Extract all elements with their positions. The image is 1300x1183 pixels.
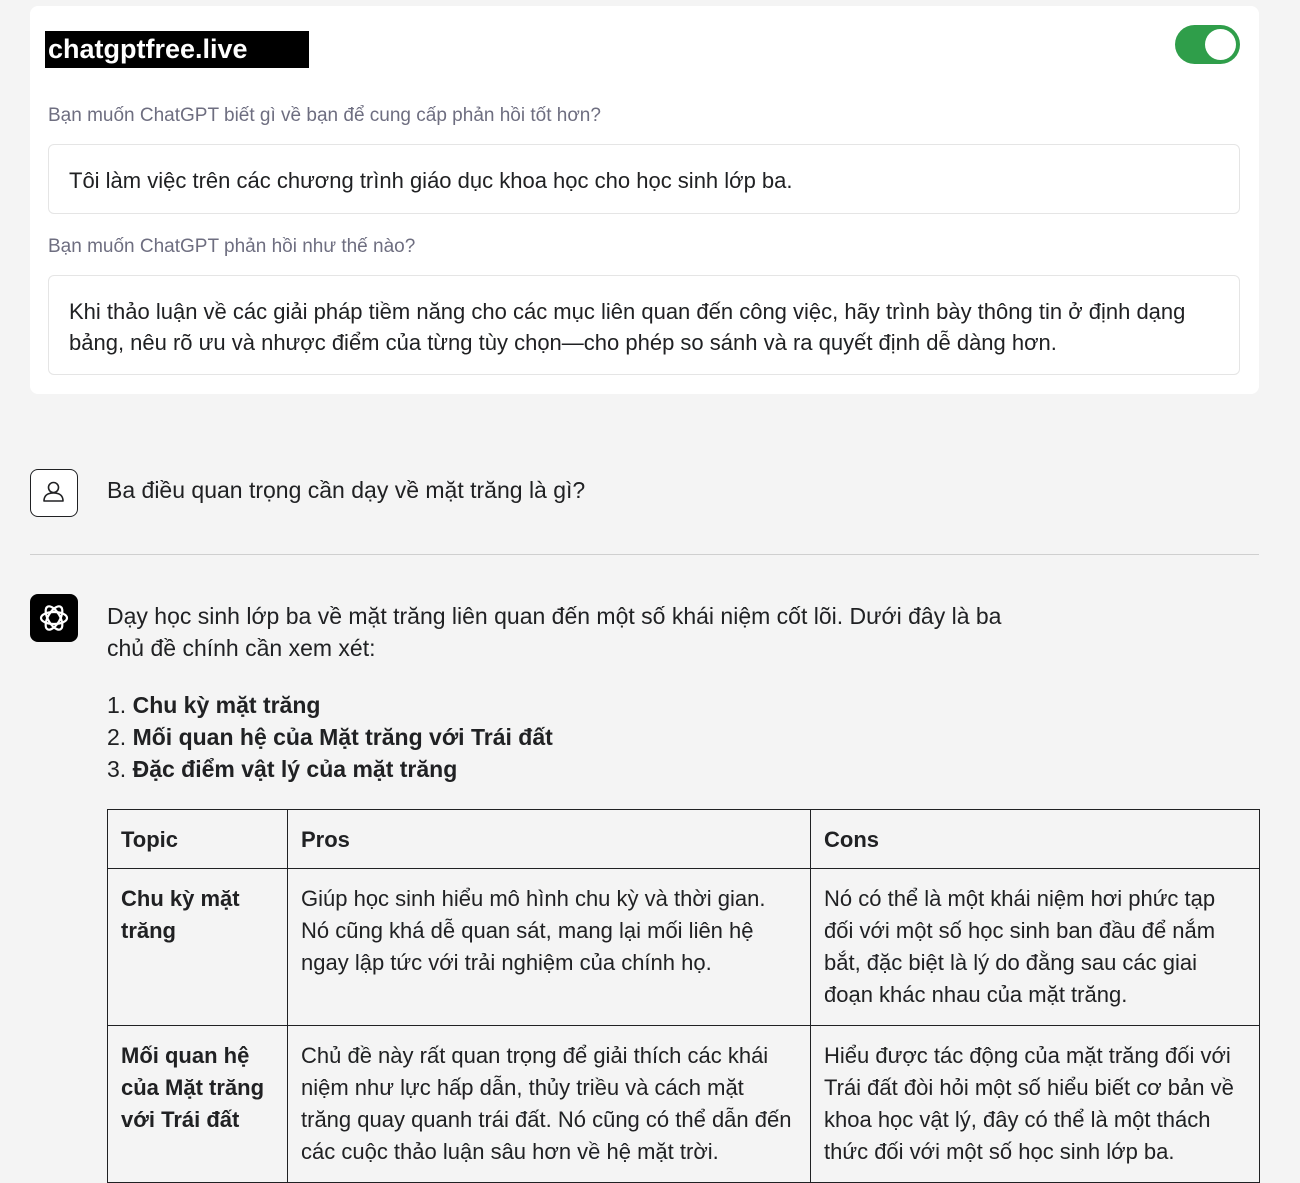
header-topic: Topic <box>108 810 288 869</box>
question-1-label: Bạn muốn ChatGPT biết gì về bạn để cung cấp phản hồi tốt hơn? <box>48 105 601 126</box>
table-row <box>108 1026 1260 1183</box>
row-pros: Giúp học sinh hiểu mô hình chu kỳ và thời gian. Nó cũng khá dễ quan sát, mang lại mối liên hệ ngay lập tức với trải nghiệm của chính họ. <box>288 869 811 1026</box>
row-cons: Nó có thể là một khái niệm hơi phức tạp đối với một số học sinh ban đầu để nắm bắt, đặc biệt là lý do đằng sau các giai đoạn khác nhau của mặt trăng. <box>811 869 1260 1026</box>
list-item <box>107 689 553 721</box>
pros-cons-table <box>107 809 1260 1183</box>
header-pros: Pros <box>288 810 811 869</box>
table-header-row <box>108 810 1260 869</box>
row-topic: Chu kỳ mặt trăng <box>108 869 288 1026</box>
list-number: 1. <box>107 692 127 718</box>
header-cons: Cons <box>811 810 1260 869</box>
topic-list <box>107 689 553 785</box>
about-you-field[interactable]: Tôi làm việc trên các chương trình giáo dục khoa học cho học sinh lớp ba. <box>48 144 1240 214</box>
row-cons: Hiểu được tác động của mặt trăng đối với Trái đất đòi hỏi một số hiểu biết cơ bản về khoa học vật lý, đây có thể là một thách thức đối với một số học sinh lớp ba. <box>811 1026 1260 1183</box>
list-item-text: Chu kỳ mặt trăng <box>132 692 321 718</box>
toggle-knob <box>1205 29 1236 60</box>
chatgpt-logo-icon <box>30 594 78 642</box>
list-item <box>107 753 553 785</box>
assistant-intro: Dạy học sinh lớp ba về mặt trăng liên quan đến một số khái niệm cốt lõi. Dưới đây là ba chủ đề chính cần xem xét: <box>107 603 1002 661</box>
list-number: 2. <box>107 724 127 750</box>
user-avatar-icon <box>30 469 78 517</box>
user-message: Ba điều quan trọng cần dạy về mặt trăng là gì? <box>107 477 586 503</box>
list-item-text: Mối quan hệ của Mặt trăng với Trái đất <box>132 724 553 750</box>
brand-label: chatgptfree.live <box>45 31 309 68</box>
row-pros: Chủ đề này rất quan trọng để giải thích các khái niệm như lực hấp dẫn, thủy triều và cách mặt trăng quay quanh trái đất. Nó cũng có thể dẫn đến các cuộc thảo luận sâu hơn về hệ mặt trời. <box>288 1026 811 1183</box>
list-item-text: Đặc điểm vật lý của mặt trăng <box>132 756 458 782</box>
custom-instructions-toggle[interactable] <box>1175 25 1240 64</box>
response-style-field[interactable]: Khi thảo luận về các giải pháp tiềm năng cho các mục liên quan đến công việc, hãy trình bày thông tin ở định dạng bảng, nêu rõ ưu và nhược điểm của từng tùy chọn—cho phép so sánh và ra quyết định dễ dàng hơn. <box>48 275 1240 375</box>
question-2-label: Bạn muốn ChatGPT phản hồi như thế nào? <box>48 236 416 257</box>
list-item <box>107 721 553 753</box>
table-row <box>108 869 1260 1026</box>
message-divider <box>30 554 1259 555</box>
list-number: 3. <box>107 756 127 782</box>
row-topic: Mối quan hệ của Mặt trăng với Trái đất <box>108 1026 288 1183</box>
